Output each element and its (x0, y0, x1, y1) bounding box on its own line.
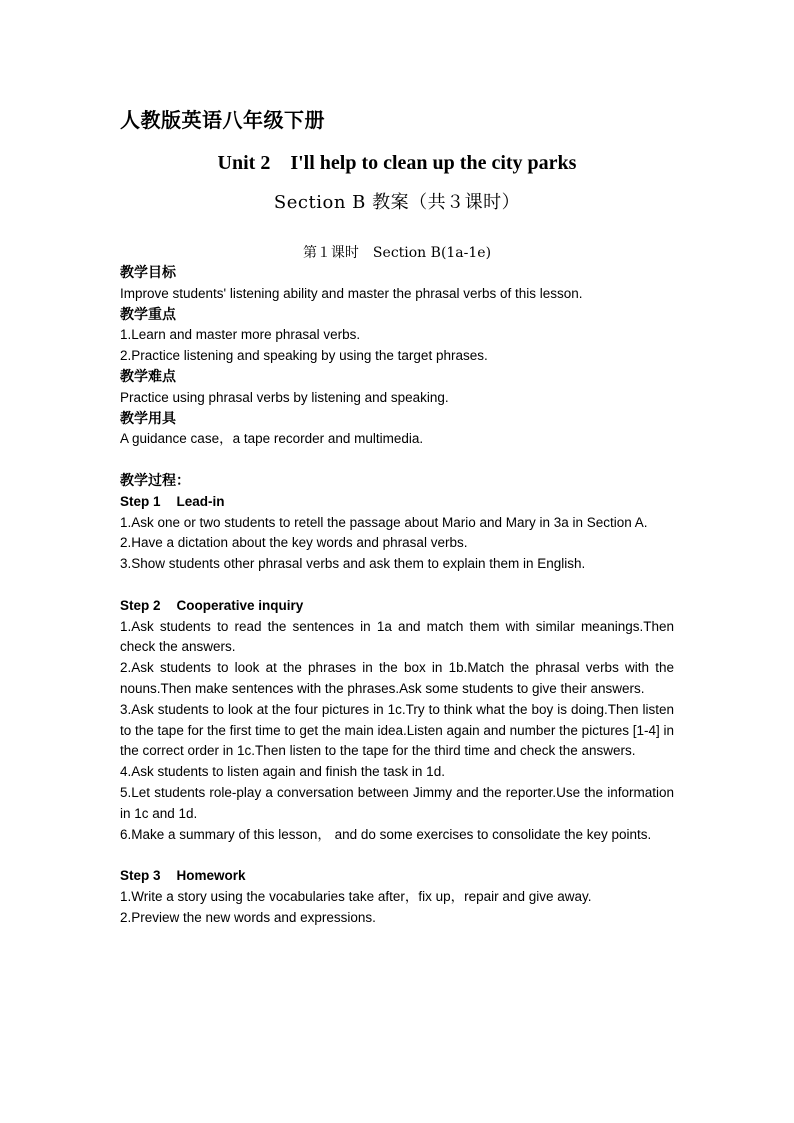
aids-heading: 教学用具 (120, 410, 176, 427)
spacer (120, 450, 674, 471)
step-item: 3.Show students other phrasal verbs and ask them to explain them in English. (120, 556, 586, 572)
step-title: Lead-in (176, 493, 225, 509)
step-title: Homework (176, 868, 246, 884)
key-point-item: 1.Learn and master more phrasal verbs. (120, 327, 361, 343)
step-1-heading (120, 492, 674, 513)
objectives-text: Improve students' listening ability and master the phrasal verbs of this lesson. (120, 285, 583, 301)
spacer (120, 575, 674, 596)
step-title: Cooperative inquiry (176, 597, 304, 613)
step-label: Step 1 (120, 493, 161, 509)
section-title: Section B 教案（共３课时） (273, 192, 521, 213)
step-item: 2.Preview the new words and expressions. (120, 909, 376, 925)
book-title: 人教版英语八年级下册 (120, 108, 325, 132)
lesson-body (120, 263, 674, 929)
difficulties-text: Practice using phrasal verbs by listening and speaking. (120, 389, 449, 405)
step-item: 1.Ask students to read the sentences in 1a and match them with similar meanings.Then check the answers. (120, 618, 674, 655)
objectives-heading: 教学目标 (120, 265, 176, 281)
difficulties-heading: 教学难点 (120, 368, 176, 385)
unit-title: Unit 2 I'll help to clean up the city parks (217, 152, 577, 174)
process-heading: 教学过程： (120, 472, 190, 489)
spacer (120, 845, 674, 866)
aids-text: A guidance case，a tape recorder and multimedia. (120, 431, 424, 447)
key-point-item: 2.Practice listening and speaking by using the target phrases. (120, 348, 488, 364)
step-item: 3.Ask students to look at the four pictures in 1c.Try to think what the boy is doing.Then listen to the tape for the first time to get the main idea.Listen again and number the pictures [1-4] in the correct order in 1c.Then listen to the tape for the third time and check the answers. (120, 701, 674, 759)
step-item: 5.Let students role-play a conversation between Jimmy and the reporter.Use the information in 1c and 1d. (120, 784, 674, 821)
step-item: 2.Ask students to look at the phrases in the box in 1b.Match the phrasal verbs with the nouns.Then make sentences with the phrases.Ask some students to give their answers. (120, 660, 674, 696)
step-item: 1.Ask one or two students to retell the passage about Mario and Mary in 3a in Section A. (120, 514, 648, 530)
step-item: 4.Ask students to listen again and finish the task in 1d. (120, 764, 445, 780)
step-item: 2.Have a dictation about the key words and phrasal verbs. (120, 535, 468, 551)
step-label: Step 3 (120, 868, 161, 884)
step-item: 6.Make a summary of this lesson， and do some exercises to consolidate the key points. (120, 826, 652, 842)
step-label: Step 2 (120, 597, 161, 613)
step-2-heading (120, 596, 674, 617)
step-item: 1.Write a story using the vocabularies take after，fix up，repair and give away. (120, 888, 592, 904)
key-points-heading: 教学重点 (120, 306, 176, 323)
step-3-heading (120, 866, 674, 887)
lesson-title: 第１课时 Section B(1a-1e) (302, 245, 492, 261)
